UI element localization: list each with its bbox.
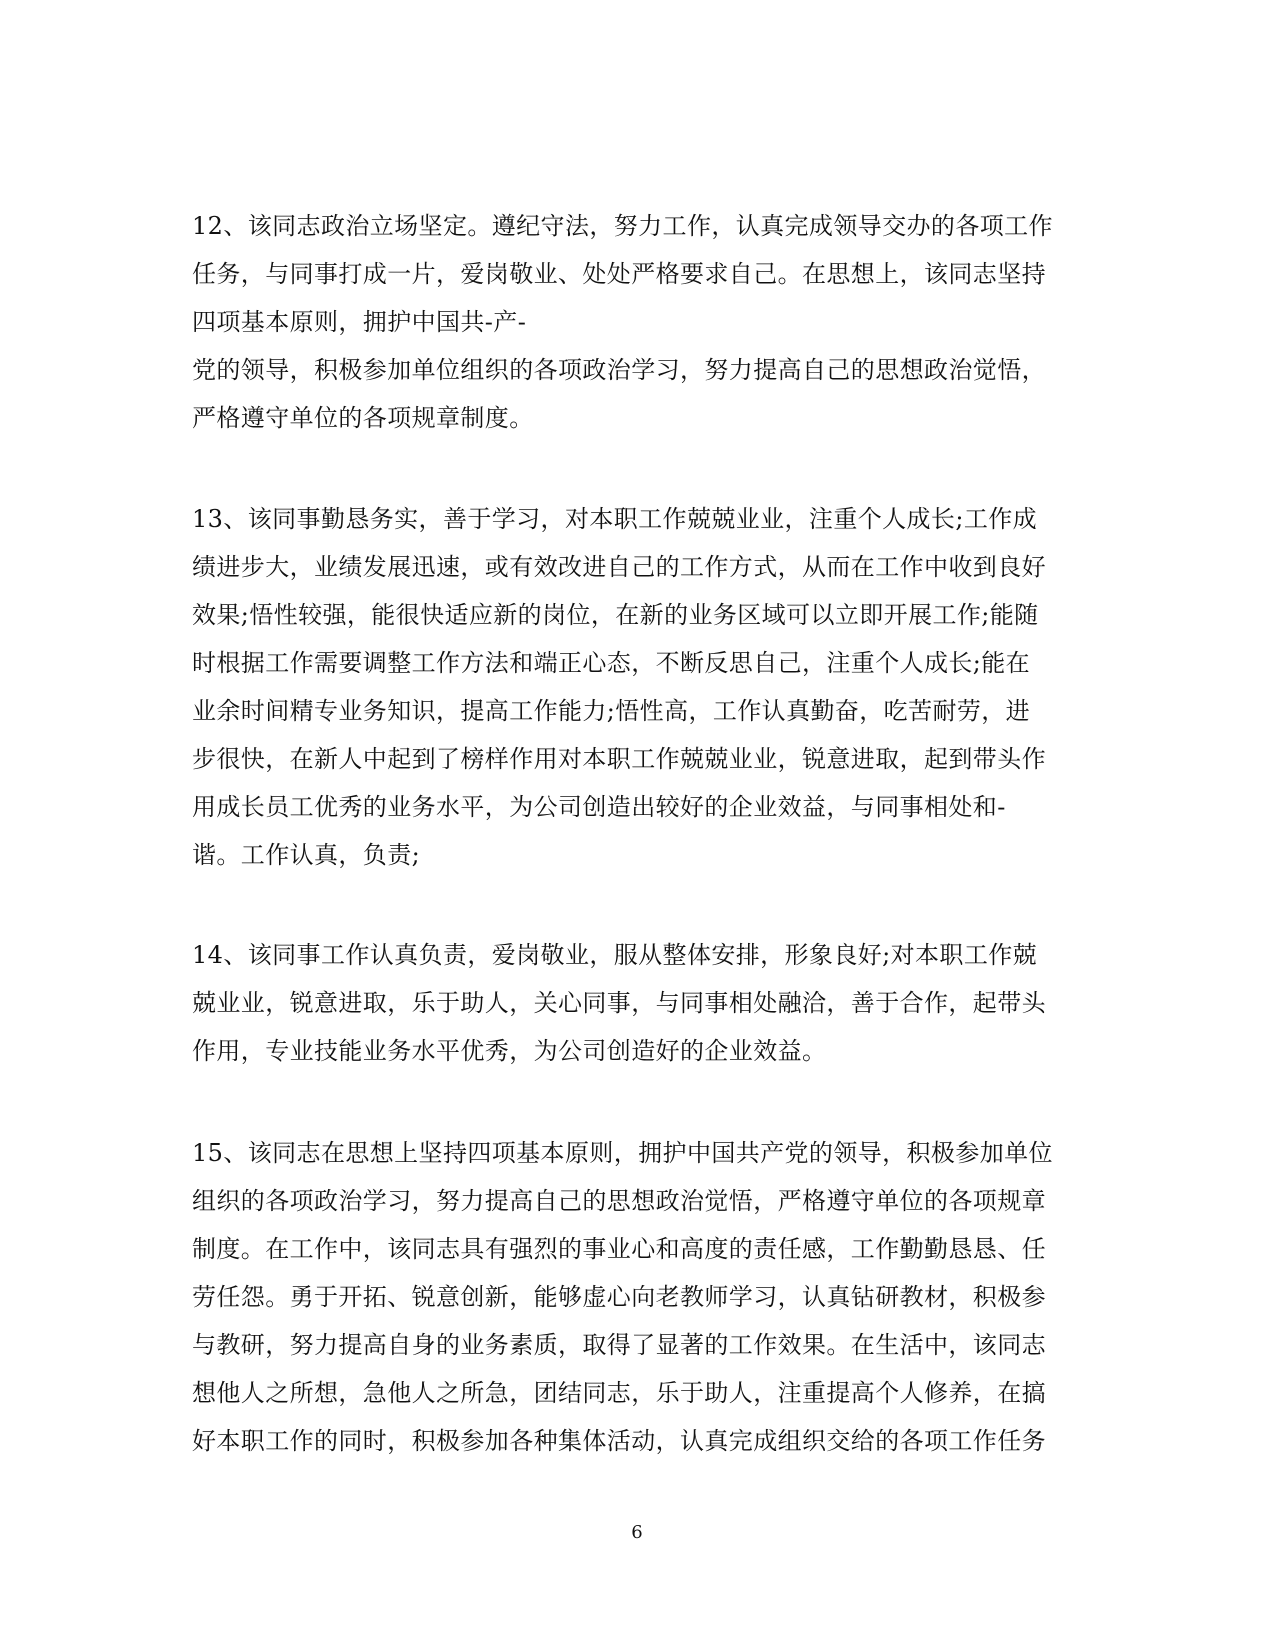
text-line: 13、该同事勤恳务实，善于学习，对本职工作兢兢业业，注重个人成长;工作成 bbox=[192, 505, 1038, 533]
text-line: 想他人之所想，急他人之所急，团结同志，乐于助人，注重提高个人修养，在搞 bbox=[192, 1379, 1046, 1407]
text-line: 步很快，在新人中起到了榜样作用对本职工作兢兢业业，锐意进取，起到带头作 bbox=[192, 745, 1046, 773]
text-line: 任务，与同事打成一片，爱岗敬业、处处严格要求自己。在思想上，该同志坚持 bbox=[192, 260, 1046, 288]
text-line: 用成长员工优秀的业务水平，为公司创造出较好的企业效益，与同事相处和- bbox=[192, 793, 1006, 821]
paragraph-13 bbox=[192, 495, 1072, 879]
text-line: 组织的各项政治学习，努力提高自己的思想政治觉悟，严格遵守单位的各项规章 bbox=[192, 1187, 1046, 1215]
text-line: 与教研，努力提高自身的业务素质，取得了显著的工作效果。在生活中，该同志 bbox=[192, 1331, 1046, 1359]
text-line: 劳任怨。勇于开拓、锐意创新，能够虚心向老教师学习，认真钻研教材，积极参 bbox=[192, 1283, 1046, 1311]
text-line: 业余时间精专业务知识，提高工作能力;悟性高，工作认真勤奋，吃苦耐劳，进 bbox=[192, 697, 1031, 725]
text-line: 制度。在工作中，该同志具有强烈的事业心和高度的责任感，工作勤勤恳恳、任 bbox=[192, 1235, 1046, 1263]
paragraph-14 bbox=[192, 931, 1072, 1075]
text-line: 好本职工作的同时，积极参加各种集体活动，认真完成组织交给的各项工作任务 bbox=[192, 1427, 1046, 1455]
paragraph-12 bbox=[192, 202, 1072, 442]
text-line: 严格遵守单位的各项规章制度。 bbox=[192, 404, 534, 432]
text-line: 四项基本原则，拥护中国共-产- bbox=[192, 308, 527, 336]
text-line: 15、该同志在思想上坚持四项基本原则，拥护中国共产党的领导，积极参加单位 bbox=[192, 1139, 1053, 1167]
text-line: 兢业业，锐意进取，乐于助人，关心同事，与同事相处融洽，善于合作，起带头 bbox=[192, 989, 1046, 1017]
text-line: 绩进步大，业绩发展迅速，或有效改进自己的工作方式，从而在工作中收到良好 bbox=[192, 553, 1046, 581]
text-line: 谐。工作认真，负责; bbox=[192, 841, 421, 869]
text-line: 时根据工作需要调整工作方法和端正心态，不断反思自己，注重个人成长;能在 bbox=[192, 649, 1031, 677]
paragraph-15 bbox=[192, 1129, 1072, 1465]
text-line: 效果;悟性较强，能很快适应新的岗位，在新的业务区域可以立即开展工作;能随 bbox=[192, 601, 1039, 629]
text-line: 作用，专业技能业务水平优秀，为公司创造好的企业效益。 bbox=[192, 1037, 827, 1065]
text-line: 12、该同志政治立场坚定。遵纪守法，努力工作，认真完成领导交办的各项工作 bbox=[192, 212, 1053, 240]
text-line: 党的领导，积极参加单位组织的各项政治学习，努力提高自己的思想政治觉悟， bbox=[192, 356, 1046, 384]
page-number: 6 bbox=[631, 1522, 643, 1543]
text-line: 14、该同事工作认真负责，爱岗敬业，服从整体安排，形象良好;对本职工作兢 bbox=[192, 941, 1038, 969]
